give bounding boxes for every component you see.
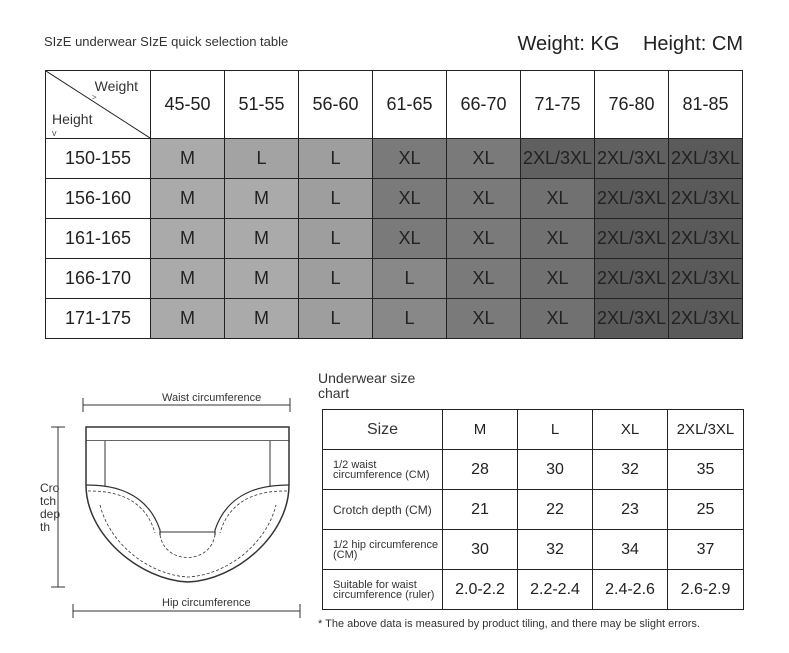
size-cell: 2XL/3XL [669, 299, 743, 339]
weight-range-header: 71-75 [521, 71, 595, 139]
height-range-label: 171-175 [46, 299, 151, 339]
size-cell: L [299, 139, 373, 179]
size-selection-table [45, 70, 743, 339]
size-cell: L [299, 299, 373, 339]
height-range-label: 156-160 [46, 179, 151, 219]
footnote: * The above data is measured by product tiling, and there may be slight errors. [318, 618, 700, 630]
measurement-value: 21 [443, 490, 518, 530]
measurement-value: 28 [443, 450, 518, 490]
size-cell: XL [447, 259, 521, 299]
weight-arrow-icon: > [92, 93, 97, 102]
height-range-label: 150-155 [46, 139, 151, 179]
measurement-value: 30 [518, 450, 593, 490]
size-header: 2XL/3XL [668, 410, 744, 450]
size-cell: 2XL/3XL [595, 299, 669, 339]
underwear-outline-icon [40, 385, 310, 630]
crotch-label: Cro tch dep th [40, 481, 61, 534]
measurement-value: 25 [668, 490, 744, 530]
size-cell: XL [373, 139, 447, 179]
weight-range-header: 61-65 [373, 71, 447, 139]
size-cell: M [151, 259, 225, 299]
table-row [46, 179, 743, 219]
units-legend [518, 33, 744, 56]
size-cell: L [299, 219, 373, 259]
size-cell: M [151, 219, 225, 259]
table-row [323, 570, 744, 610]
table-row [46, 139, 743, 179]
measurement-value: 37 [668, 530, 744, 570]
size-cell: M [151, 139, 225, 179]
size-cell: M [151, 179, 225, 219]
measurement-value: 32 [593, 450, 668, 490]
table-row [323, 530, 744, 570]
table-row [46, 299, 743, 339]
size-cell: XL [447, 219, 521, 259]
height-arrow-icon: v [52, 128, 57, 138]
size-cell: XL [447, 179, 521, 219]
waist-label: Waist circumference [162, 392, 262, 404]
weight-unit: Weight: KG [517, 33, 620, 55]
hip-label: Hip circumference [162, 597, 251, 609]
size-cell: 2XL/3XL [595, 179, 669, 219]
weight-range-header: 51-55 [225, 71, 299, 139]
size-chart-title: Underwear size chart [318, 370, 416, 401]
size-cell: 2XL/3XL [595, 259, 669, 299]
measurement-value: 2.4-2.6 [593, 570, 668, 610]
size-cell: 2XL/3XL [521, 139, 595, 179]
size-cell: XL [447, 139, 521, 179]
size-cell: M [151, 299, 225, 339]
size-header-label: Size [323, 410, 443, 450]
table-row [323, 490, 744, 530]
size-cell: XL [521, 179, 595, 219]
weight-range-header: 81-85 [669, 71, 743, 139]
size-cell: XL [521, 259, 595, 299]
size-header: L [518, 410, 593, 450]
measurement-value: 35 [668, 450, 744, 490]
size-cell: XL [373, 219, 447, 259]
table-row [46, 219, 743, 259]
size-cell: L [299, 179, 373, 219]
table-corner-cell [46, 71, 151, 139]
weight-range-header: 45-50 [151, 71, 225, 139]
measurement-value: 2.6-2.9 [668, 570, 744, 610]
height-range-label: 161-165 [46, 219, 151, 259]
table-row [323, 450, 744, 490]
size-header: XL [593, 410, 668, 450]
size-cell: M [225, 179, 299, 219]
measurement-value: 22 [518, 490, 593, 530]
table-row [46, 259, 743, 299]
height-range-label: 166-170 [46, 259, 151, 299]
weight-header-row [46, 71, 743, 139]
size-cell: 2XL/3XL [669, 259, 743, 299]
size-cell: 2XL/3XL [669, 139, 743, 179]
size-cell: M [225, 219, 299, 259]
measurement-value: 2.0-2.2 [443, 570, 518, 610]
size-cell: M [225, 299, 299, 339]
size-cell: L [225, 139, 299, 179]
size-cell: XL [447, 299, 521, 339]
measurement-label: 1/2 hip circumference (CM) [323, 530, 443, 570]
measurement-value: 23 [593, 490, 668, 530]
measurement-label: 1/2 waist circumference (CM) [323, 450, 443, 490]
measurement-value: 2.2-2.4 [518, 570, 593, 610]
measurement-value: 32 [518, 530, 593, 570]
height-unit: Height: CM [642, 33, 743, 55]
weight-range-header: 76-80 [595, 71, 669, 139]
measurement-label: Crotch depth (CM) [323, 490, 443, 530]
corner-weight-label: Weight [94, 78, 138, 94]
size-header-row [323, 410, 744, 450]
size-cell: XL [373, 179, 447, 219]
weight-range-header: 66-70 [447, 71, 521, 139]
corner-height-label: Height [52, 111, 93, 127]
size-cell: 2XL/3XL [669, 219, 743, 259]
size-cell: XL [521, 219, 595, 259]
measurement-value: 34 [593, 530, 668, 570]
size-cell: 2XL/3XL [595, 219, 669, 259]
size-cell: L [299, 259, 373, 299]
size-cell: L [373, 299, 447, 339]
weight-range-header: 56-60 [299, 71, 373, 139]
size-cell: L [373, 259, 447, 299]
measurement-label: Suitable for waist circumference (ruler) [323, 570, 443, 610]
underwear-diagram [40, 385, 310, 630]
size-header: M [443, 410, 518, 450]
size-cell: XL [521, 299, 595, 339]
measurement-value: 30 [443, 530, 518, 570]
size-cell: 2XL/3XL [669, 179, 743, 219]
page-title: SIzE underwear SIzE quick selection table [44, 34, 289, 49]
size-cell: M [225, 259, 299, 299]
size-cell: 2XL/3XL [595, 139, 669, 179]
size-chart-table [322, 409, 744, 610]
